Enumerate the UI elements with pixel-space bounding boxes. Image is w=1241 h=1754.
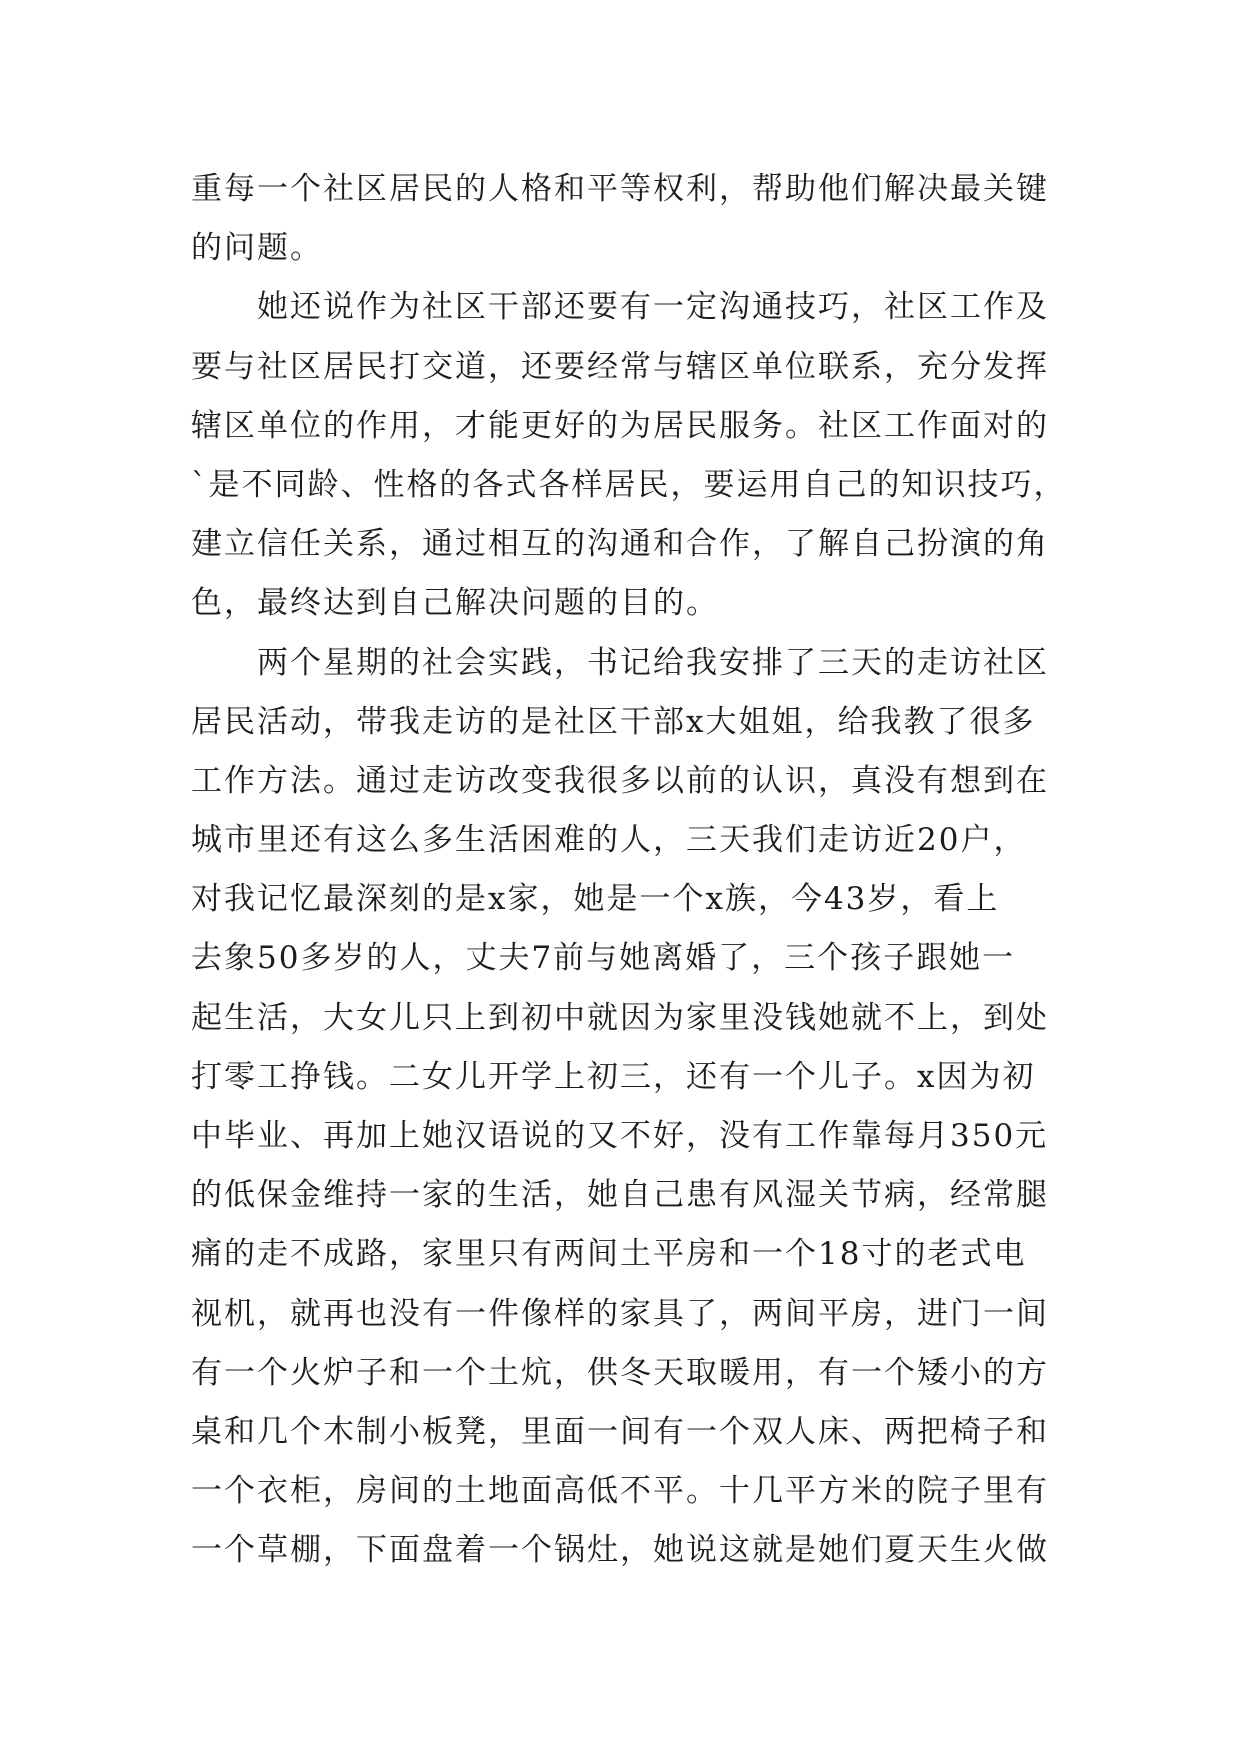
text-line: 视机，就再也没有一件像样的家具了，两间平房，进门一间	[191, 1295, 1049, 1332]
text-line: 重每一个社区居民的人格和平等权利，帮助他们解决最关键	[191, 171, 1049, 207]
text-line: 建立信任关系，通过相互的沟通和合作，了解自己扮演的角	[191, 526, 1049, 563]
text-line: 桌和几个木制小板凳，里面一间有一个双人床、两把椅子和	[191, 1413, 1049, 1450]
text-line: 的低保金维持一家的生活，她自己患有风湿关节病，经常腿	[191, 1177, 1049, 1214]
text-line: 一个草棚，下面盘着一个锅灶，她说这就是她们夏天生火做	[191, 1532, 1049, 1569]
text-line: 的问题。	[191, 230, 323, 267]
text-line: 起生活，大女儿只上到初中就因为家里没钱她就不上，到处	[191, 999, 1049, 1036]
text-line: 对我记忆最深刻的是x家，她是一个x族，今43岁，看上	[191, 881, 1000, 918]
text-line: 色，最终达到自己解决问题的目的。	[191, 585, 719, 622]
text-line: `是不同龄、性格的各式各样居民，要运用自己的知识技巧，	[191, 466, 1067, 503]
text-line: 两个星期的社会实践，书记给我安排了三天的走访社区	[191, 644, 1049, 681]
text-line: 城市里还有这么多生活困难的人，三天我们走访近20户，	[191, 822, 1027, 859]
text-line: 打零工挣钱。二女儿开学上初三，还有一个儿子。x因为初	[191, 1058, 1036, 1095]
body-text	[191, 160, 1067, 1581]
text-line: 痛的走不成路，家里只有两间土平房和一个18寸的老式电	[191, 1236, 1027, 1273]
text-line: 她还说作为社区干部还要有一定沟通技巧，社区工作及	[191, 289, 1049, 326]
text-line: 要与社区居民打交道，还要经常与辖区单位联系，充分发挥	[191, 348, 1049, 385]
text-line: 去象50多岁的人，丈夫7前与她离婚了，三个孩子跟她一	[191, 940, 1016, 977]
text-line: 中毕业、再加上她汉语说的又不好，没有工作靠每月350元	[191, 1118, 1049, 1154]
text-line: 一个衣柜，房间的土地面高低不平。十几平方米的院子里有	[191, 1473, 1049, 1510]
text-line: 工作方法。通过走访改变我很多以前的认识，真没有想到在	[191, 762, 1049, 799]
text-line: 居民活动，带我走访的是社区干部x大姐姐，给我教了很多	[191, 703, 1036, 740]
text-line: 辖区单位的作用，才能更好的为居民服务。社区工作面对的	[191, 407, 1049, 444]
text-line: 有一个火炉子和一个土炕，供冬天取暖用，有一个矮小的方	[191, 1354, 1049, 1391]
